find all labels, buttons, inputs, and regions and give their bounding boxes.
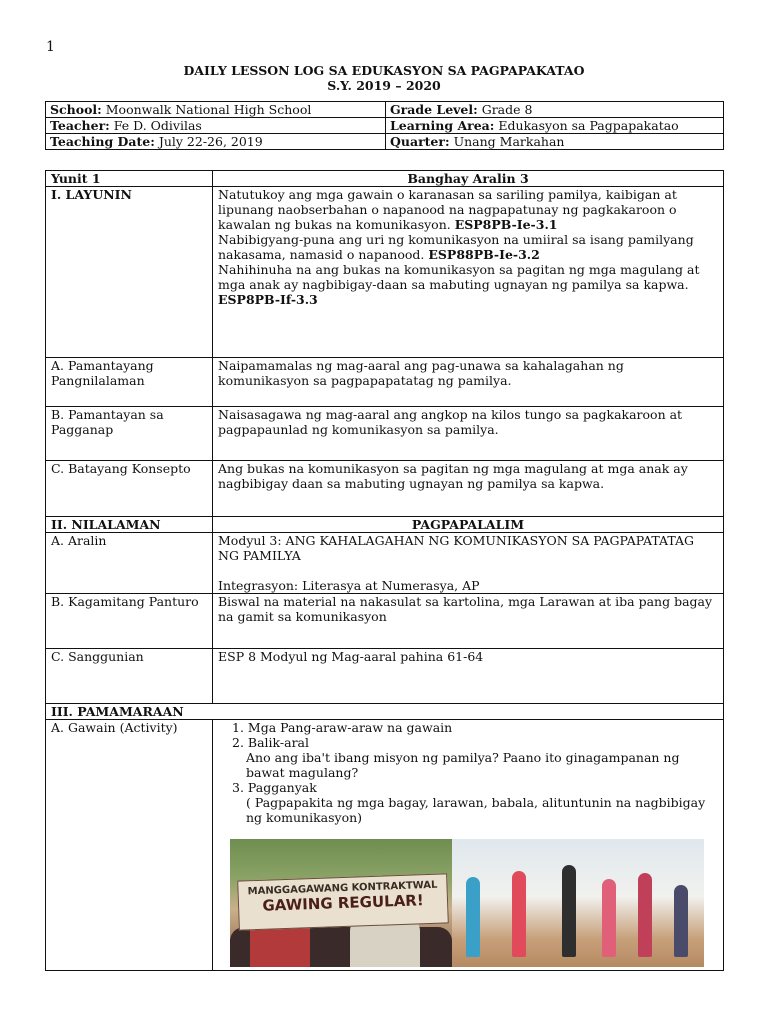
nilalaman-label: II. NILALAMAN — [46, 517, 213, 533]
gawain-list — [218, 720, 718, 825]
grade-label: Grade Level: — [390, 102, 478, 117]
nilalaman-row — [46, 517, 724, 533]
dancer-shape — [466, 877, 480, 957]
pamantayang-row — [46, 358, 724, 407]
kagamitan-label: B. Kagamitang Panturo — [46, 594, 213, 649]
objective-3-code: ESP8PB-If-3.3 — [218, 292, 318, 307]
quarter-label: Quarter: — [390, 134, 450, 149]
banner-line-1: MANGGAGAWANG KONTRAKTWAL — [247, 879, 438, 898]
nilalaman-heading: PAGPAPALALIM — [213, 517, 724, 533]
gawain-item-2-question: Ano ang iba't ibang misyon ng pamilya? Paano ito ginagampanan ng bawat magulang? — [246, 750, 680, 780]
gawain-row — [46, 720, 724, 971]
teacher-value: Fe D. Odivilas — [113, 118, 202, 133]
aralin-content — [213, 533, 724, 594]
protest-photo — [230, 839, 452, 967]
sanggunian-label: C. Sanggunian — [46, 649, 213, 704]
info-row — [46, 118, 724, 134]
sanggunian-row — [46, 649, 724, 704]
dancer-shape — [512, 871, 526, 957]
kagamitan-text: Biswal na material na nakasulat sa kartolina, mga Larawan at iba pang bagay na gamit sa komunikasyon — [213, 594, 724, 649]
konsepto-text: Ang bukas na komunikasyon sa pagitan ng mga magulang at mga anak ay nagbibigay daan sa mabuting ugnayan ng pamilya sa kapwa. — [213, 461, 724, 517]
quarter-value: Unang Markahan — [453, 134, 565, 149]
teacher-label: Teacher: — [50, 118, 110, 133]
corner-mark: 1 — [46, 39, 55, 55]
objective-2-text: Nabibigyang-puna ang uri ng komunikasyon na umiiral sa isang pamilyang nakasama, namasid o napanood. — [218, 232, 694, 262]
layunin-row — [46, 187, 724, 358]
dance-photo — [452, 839, 704, 967]
protest-banner — [237, 873, 449, 930]
pagganap-row — [46, 407, 724, 461]
dancer-shape — [562, 865, 576, 957]
area-value: Edukasyon sa Pagpapakatao — [498, 118, 679, 133]
school-cell — [46, 102, 386, 118]
gawain-label: A. Gawain (Activity) — [46, 720, 213, 971]
pagganap-label: B. Pamantayan sa Pagganap — [46, 407, 213, 461]
gawain-item-1: 1. Mga Pang-araw-araw na gawain — [232, 720, 453, 735]
date-cell — [46, 134, 386, 150]
dancer-shape — [674, 885, 688, 957]
dancer-shape — [638, 873, 652, 957]
activity-photos — [230, 839, 718, 967]
objective-1-code: ESP8PB-Ie-3.1 — [454, 217, 558, 232]
unit-row — [46, 171, 724, 187]
date-label: Teaching Date: — [50, 134, 155, 149]
banner-line-2: GAWING REGULAR! — [262, 891, 424, 915]
dancer-shape — [602, 879, 616, 957]
quarter-cell — [386, 134, 724, 150]
school-label: School: — [50, 102, 102, 117]
layunin-label: I. LAYUNIN — [46, 187, 213, 358]
grade-value: Grade 8 — [481, 102, 533, 117]
gawain-item-3-note: ( Pagpapakita ng mga bagay, larawan, babala, alituntunin na nagbibigay ng komunikasyon) — [246, 795, 706, 825]
aralin-row — [46, 533, 724, 594]
pamantayang-label: A. Pamantayang Pangnilalaman — [46, 358, 213, 407]
gawain-content — [213, 720, 724, 971]
aralin-title: Modyul 3: ANG KAHALAGAHAN NG KOMUNIKASYON SA PAGPAPATATAG NG PAMILYA — [218, 533, 695, 563]
unit-label: Yunit 1 — [46, 171, 213, 187]
layunin-content — [213, 187, 724, 358]
objective-2-code: ESP88PB-Ie-3.2 — [428, 247, 540, 262]
objective-1-text: Natutukoy ang mga gawain o karanasan sa sariling pamilya, kaibigan at lipunang naobserbahan o napanood na nagpapatunay ng pagkakaroon o kawalan ng bukas na komunikasyon. — [218, 187, 677, 232]
gawain-item-3: 3. Pagganyak — [232, 780, 317, 795]
gawain-item-2: 2. Balik-aral — [232, 735, 309, 750]
aralin-integration: Integrasyon: Literasya at Numerasya, AP — [218, 578, 480, 593]
area-label: Learning Area: — [390, 118, 495, 133]
grade-cell — [386, 102, 724, 118]
pamantayang-text: Naipamamalas ng mag-aaral ang pag-unawa sa kahalagahan ng komunikasyon sa pagpapapatatag ng pamilya. — [213, 358, 724, 407]
pamamaraan-row — [46, 704, 724, 720]
info-row — [46, 134, 724, 150]
lesson-table — [45, 170, 724, 971]
area-cell — [386, 118, 724, 134]
konsepto-label: C. Batayang Konsepto — [46, 461, 213, 517]
objective-3-text: Nahihinuha na ang bukas na komunikasyon sa pagitan ng mga magulang at mga anak ay nagbibigay-daan sa mabuting ugnayan ng pamilya sa kapwa. — [218, 262, 700, 292]
school-year: S.Y. 2019 – 2020 — [327, 78, 441, 93]
sanggunian-text: ESP 8 Modyul ng Mag-aaral pahina 61-64 — [213, 649, 724, 704]
konsepto-row — [46, 461, 724, 517]
pagganap-text: Naisasagawa ng mag-aaral ang angkop na kilos tungo sa pagkakaroon at pagpapaunlad ng komunikasyon sa pamilya. — [213, 407, 724, 461]
aralin-label: A. Aralin — [46, 533, 213, 594]
pamamaraan-label: III. PAMAMARAAN — [46, 704, 724, 720]
kagamitan-row — [46, 594, 724, 649]
lesson-heading: Banghay Aralin 3 — [213, 171, 724, 187]
document-title: DAILY LESSON LOG SA EDUKASYON SA PAGPAPAKATAO — [183, 63, 585, 78]
teacher-cell — [46, 118, 386, 134]
info-table — [45, 101, 724, 150]
school-value: Moonwalk National High School — [105, 102, 312, 117]
info-row — [46, 102, 724, 118]
date-value: July 22-26, 2019 — [158, 134, 263, 149]
